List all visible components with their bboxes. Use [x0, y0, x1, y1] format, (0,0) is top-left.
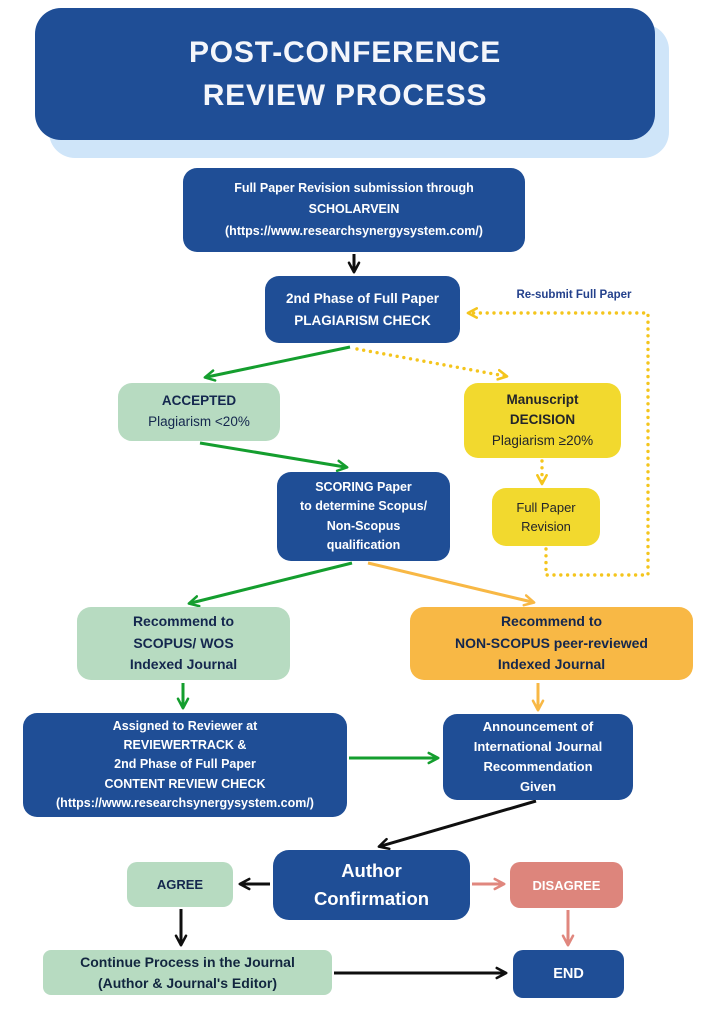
- node-text-line: PLAGIARISM CHECK: [294, 312, 431, 328]
- node-end: [513, 950, 624, 998]
- node-text-line: SCORING Paper: [315, 479, 412, 494]
- node-text-line: Full Paper Revision submission through: [234, 181, 474, 196]
- node-text-line: SCHOLARVEIN: [308, 202, 400, 217]
- node-text-line: ACCEPTED: [161, 393, 237, 409]
- node-text-line: Plagiarism <20%: [148, 414, 250, 429]
- node-full-paper-submission: [183, 168, 525, 252]
- node-text-line: Manuscript: [506, 392, 579, 408]
- node-text-line: SCOPUS/ WOS: [133, 634, 234, 651]
- arrow-plagiarism-to-accepted: [207, 347, 350, 377]
- node-text-line: Recommend to: [132, 612, 235, 629]
- node-full-paper-revision: [492, 488, 600, 546]
- node-text-line: to determine Scopus/: [299, 499, 428, 514]
- node-recommend-scopus: [77, 607, 290, 680]
- node-text-line: International Journal: [473, 738, 603, 754]
- node-scoring-paper: [277, 472, 450, 561]
- node-author-confirmation: [273, 850, 470, 920]
- node-text-line: Assigned to Reviewer at: [112, 718, 258, 733]
- arrow-scoring-to-scopus: [191, 563, 352, 603]
- page-title-line: REVIEW PROCESS: [202, 79, 488, 112]
- node-text-line: REVIEWERTRACK &: [123, 737, 247, 752]
- node-text-line: 2nd Phase of Full Paper: [114, 757, 256, 772]
- node-accepted: [118, 383, 280, 441]
- node-text-line: Confirmation: [313, 888, 430, 909]
- node-agree: [127, 862, 233, 907]
- arrow-announcement-to-author: [381, 801, 536, 846]
- node-text-line: Recommendation: [483, 759, 593, 774]
- node-recommend-nonscopus: [410, 607, 693, 680]
- node-text-line: Full Paper: [516, 499, 576, 515]
- node-plagiarism-check: [265, 276, 460, 343]
- node-manuscript-decision: [464, 383, 621, 458]
- node-text-line: END: [553, 966, 584, 982]
- node-continue-process: [43, 950, 332, 995]
- node-text-line: (Author & Journal's Editor): [97, 974, 278, 991]
- node-text-line: Revision: [521, 519, 571, 534]
- node-text-line: AGREE: [156, 877, 204, 892]
- node-text-line: DECISION: [509, 412, 576, 428]
- arrow-plagiarism-to-decision-dotted: [357, 349, 505, 376]
- node-text-line: Given: [519, 779, 557, 795]
- node-text-line: DISAGREE: [532, 877, 601, 893]
- arrow-accepted-to-scoring: [200, 443, 345, 467]
- arrow-scoring-to-nonscopus: [368, 563, 532, 602]
- node-text-line: Continue Process in the Journal: [80, 954, 295, 971]
- node-text-line: Author: [341, 860, 402, 882]
- node-text-line: (https://www.researchsynergysystem.com/): [56, 796, 314, 811]
- node-text-line: Indexed Journal: [497, 656, 606, 673]
- node-announcement: [443, 714, 633, 800]
- node-text-line: 2nd Phase of Full Paper: [285, 290, 440, 306]
- resubmit-label: Re-submit Full Paper: [516, 289, 632, 301]
- node-disagree: [510, 862, 623, 908]
- node-text-line: qualification: [326, 537, 401, 552]
- node-text-line: (https://www.researchsynergysystem.com/): [225, 223, 483, 238]
- node-text-line: NON-SCOPUS peer-reviewed: [455, 634, 648, 651]
- node-text-line: Indexed Journal: [129, 656, 238, 673]
- page-title-line: POST-CONFERENCE: [188, 35, 502, 69]
- node-text-line: Recommend to: [500, 612, 603, 629]
- node-text-line: CONTENT REVIEW CHECK: [104, 776, 266, 791]
- node-text-line: Announcement of: [482, 718, 594, 734]
- node-text-line: Non-Scopus: [326, 518, 401, 533]
- node-text-line: Plagiarism ≥20%: [491, 432, 594, 448]
- node-assigned-reviewer: [23, 713, 347, 817]
